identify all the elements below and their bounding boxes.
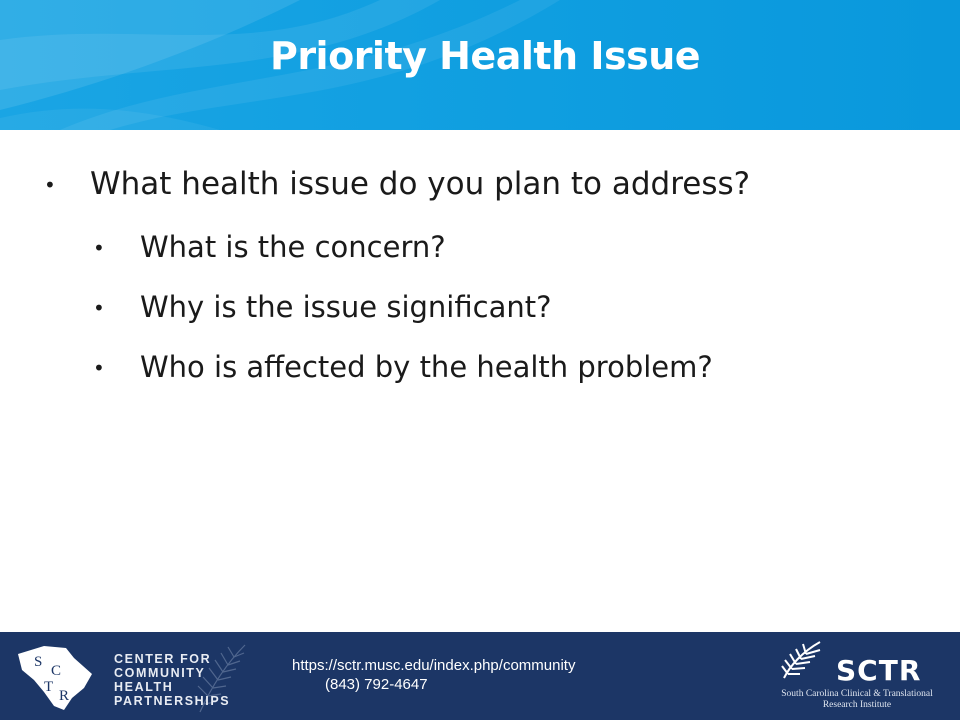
- logo-text-line: COMMUNITY: [114, 666, 206, 680]
- bullet-text: Why is the issue significant?: [140, 290, 552, 324]
- logo-letter: S: [34, 654, 43, 670]
- logo-letter: C: [51, 663, 62, 679]
- website-link[interactable]: https://sctr.musc.edu/index.php/community: [292, 657, 576, 674]
- logo-text-line: CENTER FOR: [114, 652, 212, 666]
- phone-number: (843) 792-4647: [325, 676, 428, 693]
- logo-letter: T: [44, 679, 54, 695]
- contact-info: [292, 656, 575, 694]
- bullet-dot: •: [93, 356, 105, 380]
- title-banner: [0, 0, 960, 130]
- logo-text-line: HEALTH: [114, 680, 174, 694]
- bullet-text: What health issue do you plan to address?: [90, 166, 751, 202]
- sub-bullet-item: [93, 350, 713, 384]
- bullet-item: [44, 166, 751, 202]
- sub-bullet-item: [93, 290, 552, 324]
- slide-title: Priority Health Issue: [269, 34, 701, 78]
- center-for-community-health-partnerships-logo-text: [114, 652, 230, 708]
- sctr-leaf-icon: [776, 638, 836, 684]
- bullet-text: What is the concern?: [140, 230, 446, 264]
- bullet-dot: •: [93, 296, 105, 320]
- south-carolina-map-logo: [14, 640, 98, 714]
- sub-bullet-item: [93, 230, 446, 264]
- logo-letter: R: [59, 688, 70, 704]
- sctr-wordmark: SCTR: [836, 654, 922, 687]
- logo-text-line: PARTNERSHIPS: [114, 694, 231, 708]
- bullet-dot: •: [93, 236, 105, 260]
- bullet-dot: •: [44, 173, 56, 197]
- sctr-subtitle: South Carolina Clinical & Translational Research Institute: [781, 689, 933, 710]
- footer-bar: [0, 632, 960, 720]
- bullet-text: Who is affected by the health problem?: [140, 350, 713, 384]
